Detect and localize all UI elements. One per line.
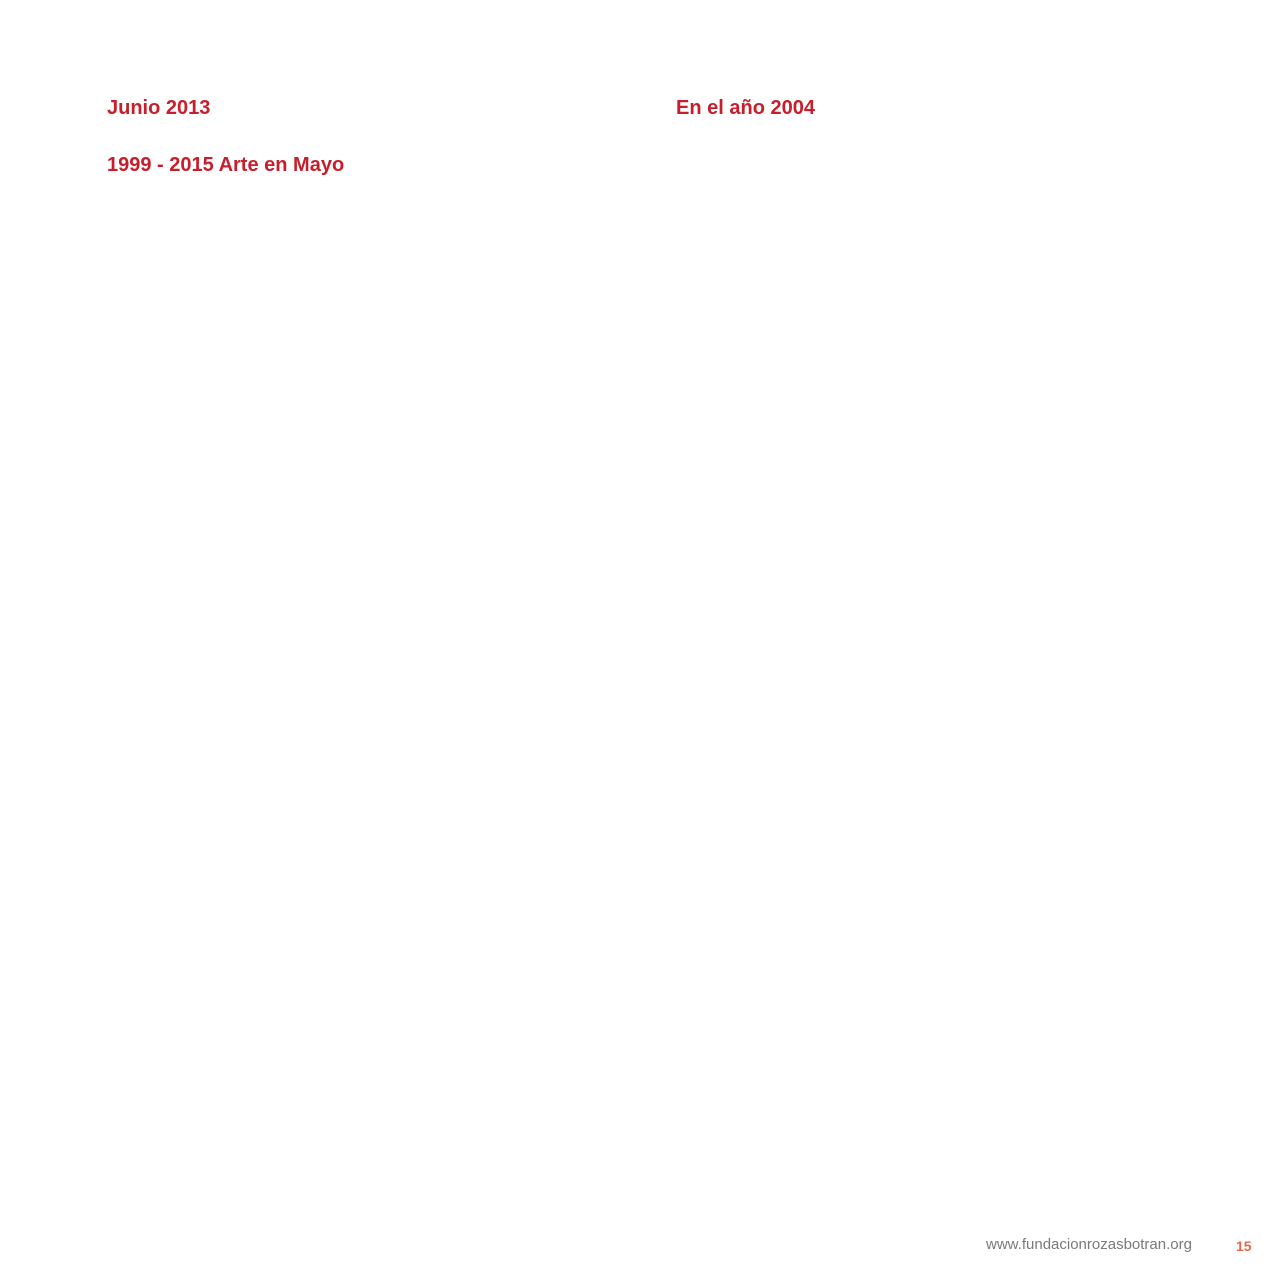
right-column <box>676 66 1208 151</box>
page-number: 15 <box>1236 1238 1252 1254</box>
date-label-junio-2013: Junio 2013 <box>107 97 211 119</box>
right-paragraph-3 <box>676 94 1208 123</box>
date-label-2004: En el año 2004 <box>676 97 815 119</box>
left-column <box>107 66 639 179</box>
footer-website-url: www.fundacionrozasbotran.org <box>986 1236 1192 1253</box>
section-heading-arte-en-mayo: 1999 - 2015 Arte en Mayo <box>107 153 345 176</box>
left-paragraph-2 <box>107 94 639 123</box>
